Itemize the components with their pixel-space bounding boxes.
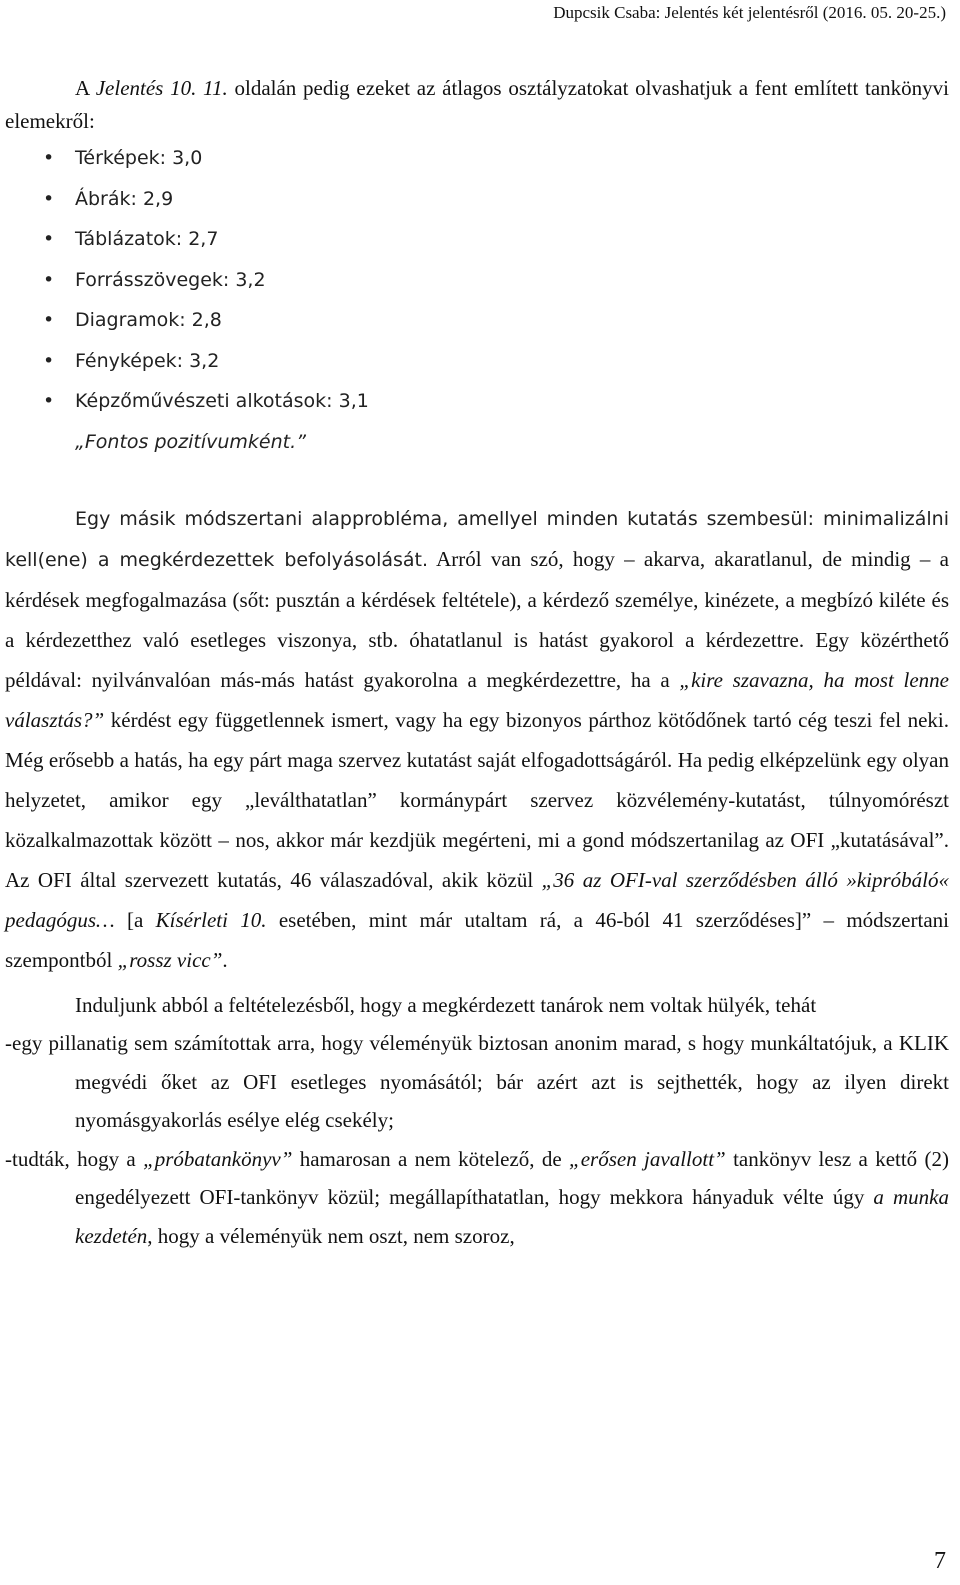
intro-text-start: A: [75, 76, 96, 100]
dash2-italic-3: a munka kezdetén: [75, 1185, 949, 1248]
methodology-text-4: [a: [114, 907, 156, 932]
dash-item-anonymity: -egy pillanatig sem számítottak arra, hogy véleményük biztosan anonim marad, s hogy munkáltatójuk, a KLIK megvédi őket az OFI esetleges nyomásától; bár azért azt is sejthették, hogy az ilyen direkt nyomásgyakorlás esélye elég csekély;: [5, 1031, 949, 1132]
dash-item-textbook: [5, 1140, 949, 1256]
list-item: • Diagramok: 2,8: [5, 300, 949, 341]
methodology-quote-3: Kísérleti 10.: [155, 907, 267, 932]
methodology-quote-4: „rossz vicc”: [117, 947, 223, 972]
methodology-text-1: Arról van szó, hogy – akarva, akaratlanul, de mindig – a kérdések megfogalmazása (sőt: pusztán a kérdések feltétele), a kérdező személye, kinézete, a megbízó kiléte és a kérdezetthez való esetleges viszonya, stb. óhatatlanul is hatást gyakorol a kérdezettre.: [5, 546, 949, 652]
quote-line: „Fontos pozitívumként.”: [75, 430, 306, 453]
list-item: • Forrásszövegek: 3,2: [5, 260, 949, 301]
page-number: 7: [934, 1548, 946, 1574]
document-body: [5, 72, 949, 1255]
dash2-italic-1: „próbatankönyv”: [143, 1146, 293, 1171]
methodology-text-6: .: [222, 947, 228, 972]
dash2-text-4: , hogy a véleményük nem oszt, nem szoroz,: [147, 1223, 515, 1248]
dash2-text-1: -tudták, hogy a: [5, 1146, 144, 1171]
methodology-text-2: Egy közérthető példával: nyilvánvalóan más-más hatást gyakorolna a megkérdezettre, ha a: [5, 627, 950, 692]
intro-italic-ref: Jelentés 10. 11.: [95, 76, 228, 100]
ratings-list: [5, 138, 949, 422]
methodology-text-3: kérdést egy függetlennek ismert, vagy ha egy bizonyos párthoz kötődőnek tartó cég teszi fel neki. Még erősebb a hatás, ha egy párt maga szervez kutatást saját elfogadottságáról. Ha pedig elképzelünk egy olyan helyzetet, amikor egy „leválthatatlan” kormánypárt szervez közvélemény-kutatást, túlnyomórészt közalkalmazottak között – nos, akkor már kezdjük megérteni, mi a gond módszertanilag az OFI „kutatásával”. Az OFI által szervezett kutatás, 46 válaszadóval, akik közül: [5, 707, 949, 892]
running-header: Dupcsik Csaba: Jelentés két jelentésről (2016. 05. 20-25.): [553, 3, 946, 22]
methodology-paragraph: [5, 498, 949, 980]
dash2-italic-2: „erősen javallott”: [569, 1146, 726, 1171]
list-item: • Táblázatok: 2,7: [5, 219, 949, 260]
list-item: • Ábrák: 2,9: [5, 179, 949, 220]
list-item: • Képzőművészeti alkotások: 3,1: [5, 381, 949, 422]
assumption-paragraph: Induljunk abból a feltételezésből, hogy a megkérdezett tanárok nem voltak hülyék, tehát: [75, 992, 817, 1017]
list-item: • Fényképek: 3,2: [5, 341, 949, 382]
intro-paragraph: [5, 72, 949, 138]
intro-text-end: oldalán pedig ezeket az átlagos osztályzatokat olvashatjuk a fent említett tankönyvi elemekről:: [5, 76, 949, 133]
methodology-lead: Egy másik módszertani alapprobléma, amellyel minden kutatás szembesül: minimalizálni kell(ene) a megkérdezettek befolyásolását.: [5, 507, 949, 571]
methodology-text-5: esetében, mint már utaltam rá, a 46-ból 41 szerződéses]” – módszertani szempontból: [5, 907, 949, 972]
methodology-quote-2: „36 az OFI-val szerződésben álló »kipróbáló« pedagógus…: [5, 867, 949, 932]
list-item: • Térképek: 3,0: [5, 138, 949, 179]
dash2-text-3: tankönyv lesz a kettő (2) engedélyezett OFI-tankönyv közül; megállapíthatatlan, hogy mekkora hányaduk vélte úgy: [75, 1146, 950, 1209]
methodology-quote-1: „kire szavazna, ha most lenne választás?”: [5, 667, 949, 732]
dash2-text-2: hamarosan a nem kötelező, de: [292, 1146, 570, 1171]
